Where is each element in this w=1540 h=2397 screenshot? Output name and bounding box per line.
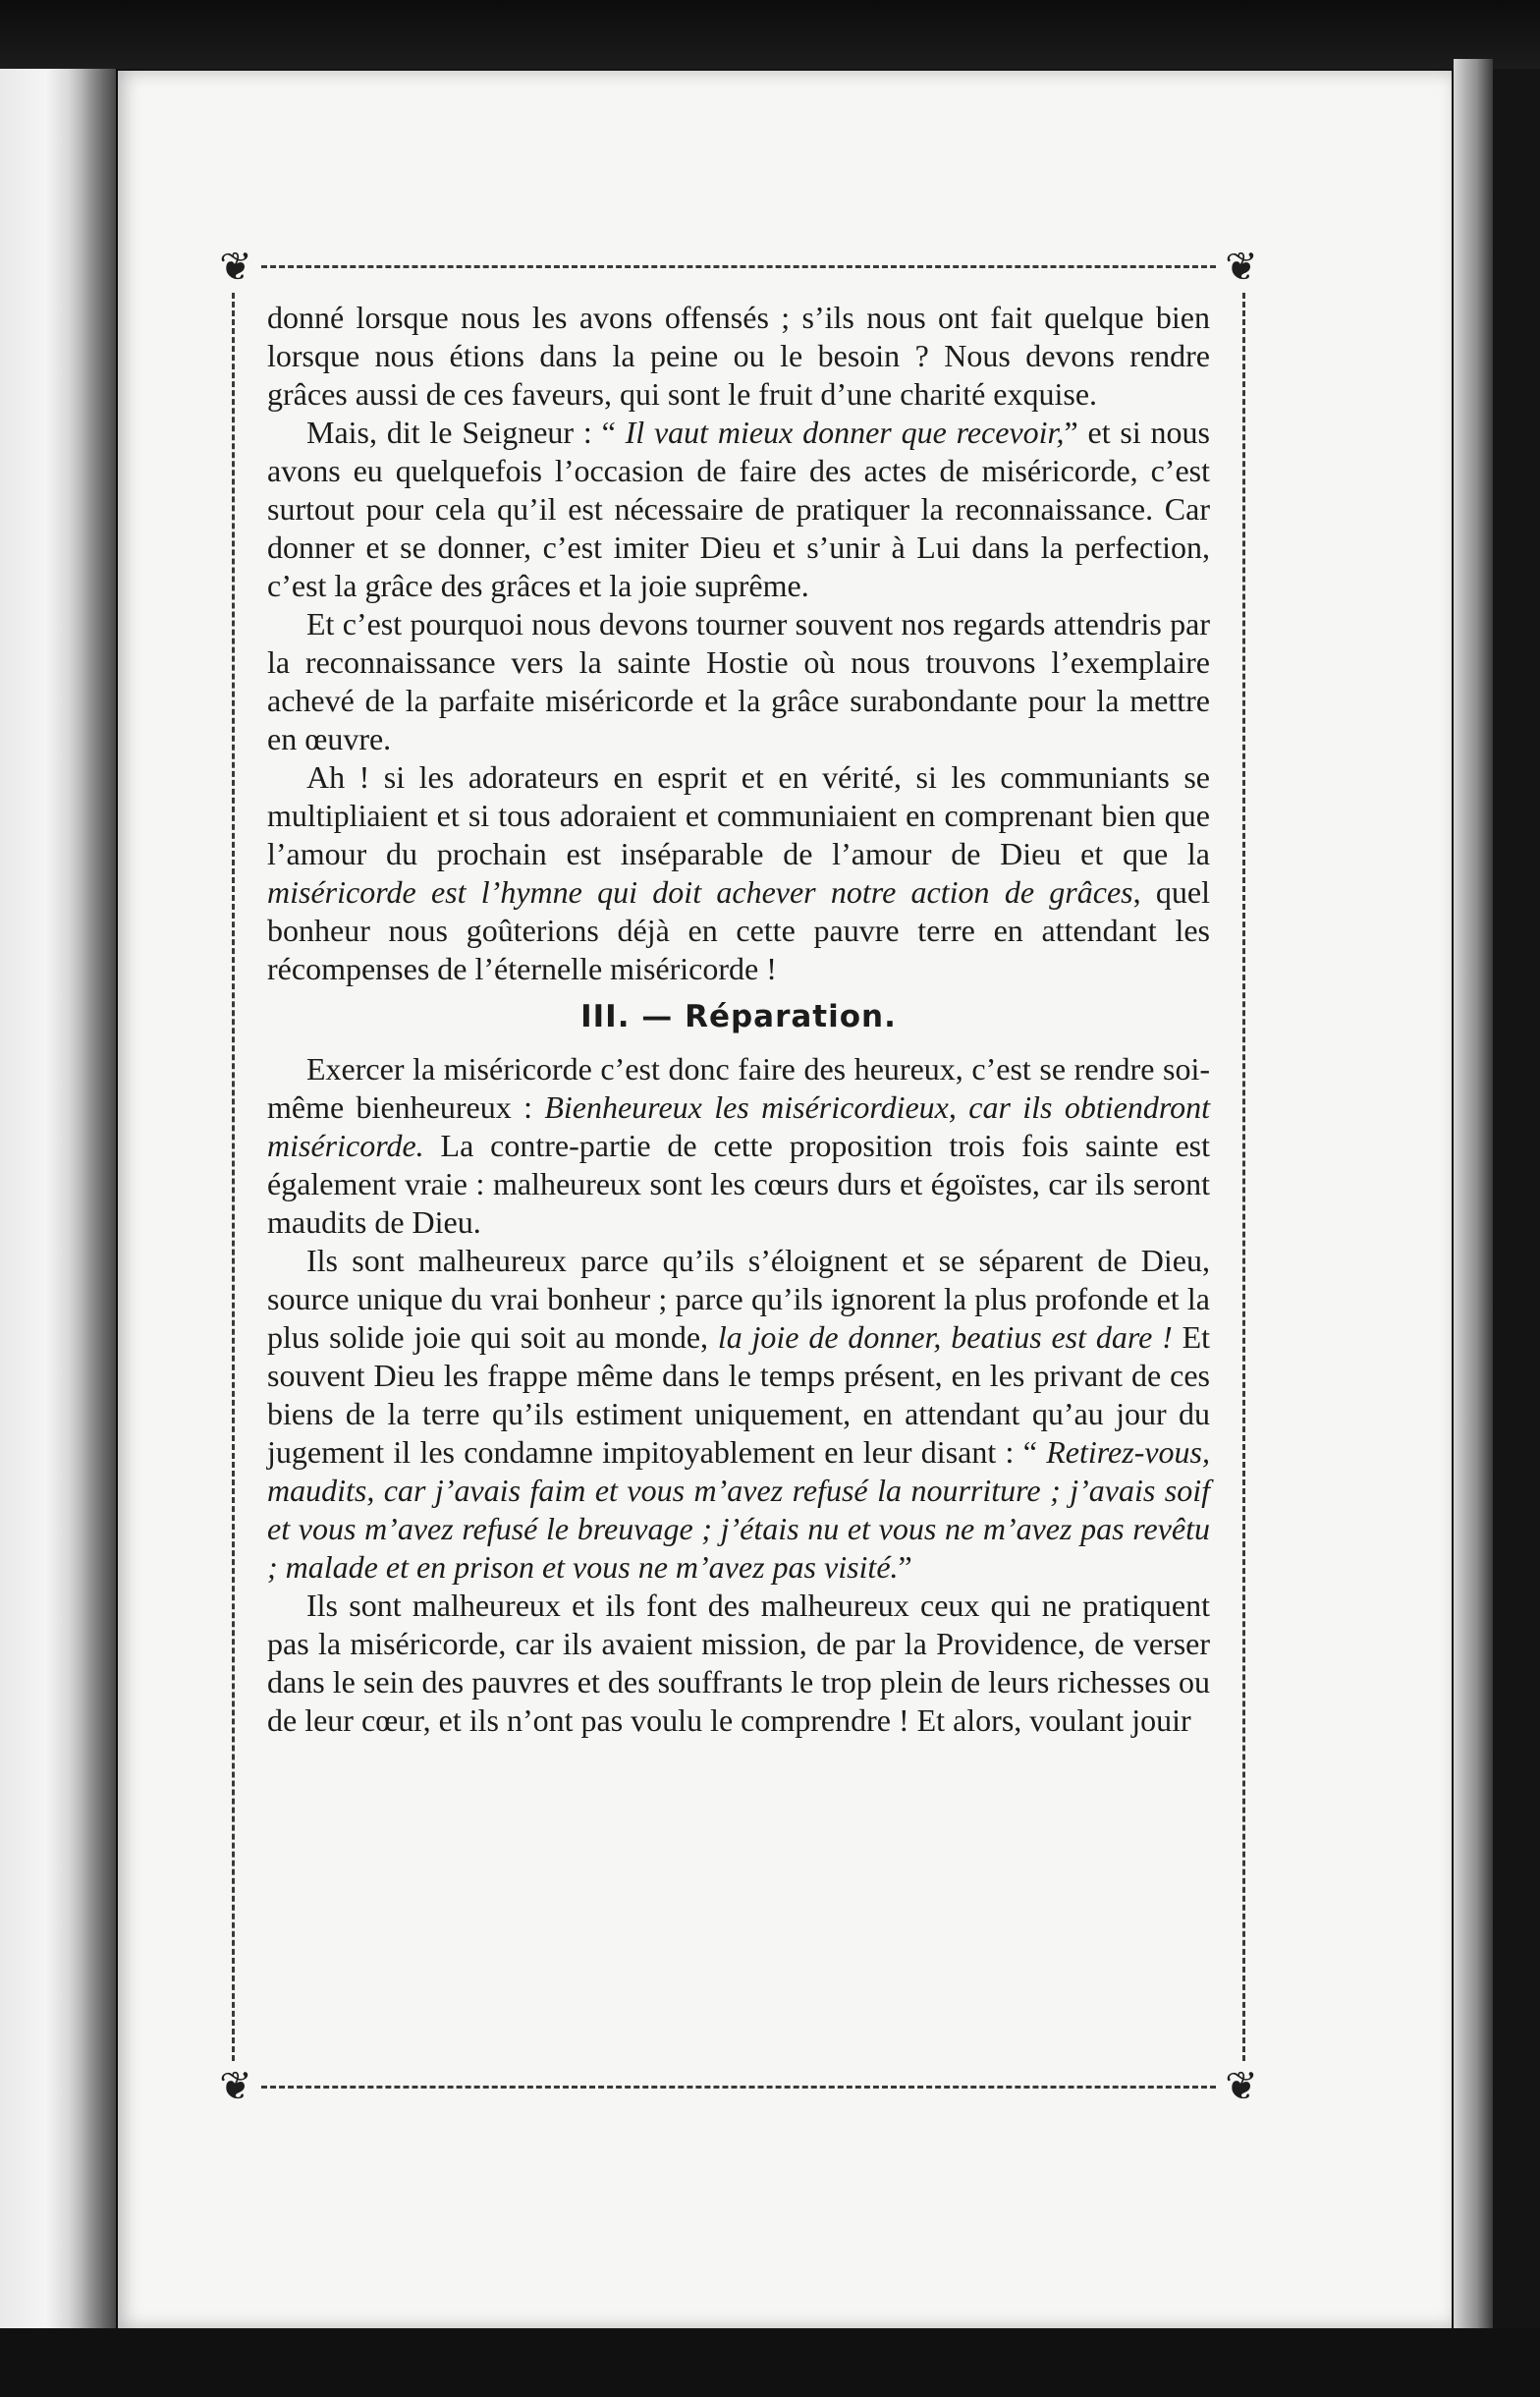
italic-text: Bienheureux les miséricordieux, car ils obtiendront miséricorde.: [267, 1089, 1211, 1163]
corner-ornament-icon: ❦: [1225, 245, 1258, 290]
text-run: Et c’est pourquoi nous devons tourner souvent nos regards attendris par la reconnaissance vers la sainte Hostie où nous trouvons l’exemplaire achevé de la parfaite miséricorde et la grâce surabondante pour la mettre en œuvre.: [267, 606, 1210, 756]
page-stack-edge: [1454, 59, 1493, 2348]
text-run: Mais, dit le Seigneur : “: [306, 415, 626, 450]
paragraph: [267, 1587, 1210, 1740]
paragraph: [267, 758, 1210, 988]
text-run: , quel bonheur nous goûterions déjà en cette pauvre terre en attendant les récompenses de l’éternelle miséricorde !: [267, 874, 1211, 986]
text-run: Exercer la miséricorde c’est donc faire des heureux, c’est se rendre soi-même bienheureux :: [267, 1051, 1210, 1125]
paragraph: [267, 605, 1210, 758]
page-text: [267, 299, 1210, 1740]
corner-ornament-icon: ❦: [1225, 2064, 1258, 2109]
text-run: Et souvent Dieu les frappe même dans le temps présent, en les privant de ces biens de la terre qu’ils estiment uniquement, en attendant qu’au jour du jugement il les condamne impitoyablement en leur disant : “: [267, 1319, 1211, 1470]
italic-text: Il vaut mieux donner que recevoir,: [625, 415, 1065, 450]
italic-text: la joie de donner, beatius est dare !: [717, 1319, 1173, 1355]
paragraphs-after-heading: [267, 1050, 1210, 1740]
border-top: [261, 265, 1216, 268]
paragraphs-before-heading: [267, 299, 1210, 988]
paragraph: [267, 299, 1210, 414]
corner-ornament-icon: ❦: [219, 245, 252, 290]
gutter-shadow: [69, 69, 118, 2328]
border-bottom: [261, 2086, 1216, 2089]
text-run: La contre-partie de cette proposition trois fois sainte est également vraie : malheureux sont les cœurs durs et égoïstes, car ils seront maudits de Dieu.: [267, 1128, 1210, 1240]
scan-background-top: [0, 0, 1540, 69]
paragraph: [267, 1242, 1210, 1587]
text-run: ”: [898, 1549, 912, 1585]
text-run: Ils sont malheureux parce qu’ils s’éloignent et se séparent de Dieu, source unique du vrai bonheur ; parce qu’ils ignorent la plus profonde et la plus solide joie qui soit au monde,: [267, 1243, 1210, 1355]
text-run: donné lorsque nous les avons offensés ; s’ils nous ont fait quelque bien lorsque nous étions dans la peine ou le besoin ? Nous devons rendre grâces aussi de ces faveurs, qui sont le fruit d’une charité exquise.: [267, 300, 1210, 412]
italic-text: Retirez-vous, maudits, car j’avais faim et vous m’avez refusé la nourriture ; j’avais soif et vous m’avez refusé le breuvage ; j’étais nu et vous ne m’avez pas revêtu ; malade et en prison et vous ne m’avez pas visité.: [267, 1434, 1210, 1585]
paragraph: [267, 1050, 1210, 1242]
border-right: [1242, 293, 1245, 2061]
text-run: Ah ! si les adorateurs en esprit et en vérité, si les communiants se multipliaient et si tous adoraient et communiaient en comprenant bien que l’amour du prochain est inséparable de l’amour de Dieu et que la: [267, 759, 1210, 871]
text-run: ” et si nous avons eu quelquefois l’occasion de faire des actes de miséricorde, c’est surtout pour cela qu’il est nécessaire de pratiquer la reconnaissance. Car donner et se donner, c’est imiter Dieu et s’unir à Lui dans la perfection, c’est la grâce des grâces et la joie suprême.: [267, 415, 1211, 603]
border-left: [232, 293, 235, 2061]
italic-text: miséricorde est l’hymne qui doit achever notre action de grâces: [267, 874, 1133, 910]
corner-ornament-icon: ❦: [219, 2064, 252, 2109]
paragraph: [267, 414, 1210, 605]
text-run: Ils sont malheureux et ils font des malheureux ceux qui ne pratiquent pas la miséricorde, car ils avaient mission, de par la Providence, de verser dans le sein des pauvres et des souffrants le trop plein de leurs richesses ou de leur cœur, et ils n’ont pas voulu le comprendre ! Et alors, voulant jouir: [267, 1588, 1210, 1738]
scan-background-bottom: [0, 2328, 1540, 2397]
section-heading: III. — Réparation.: [580, 999, 897, 1034]
